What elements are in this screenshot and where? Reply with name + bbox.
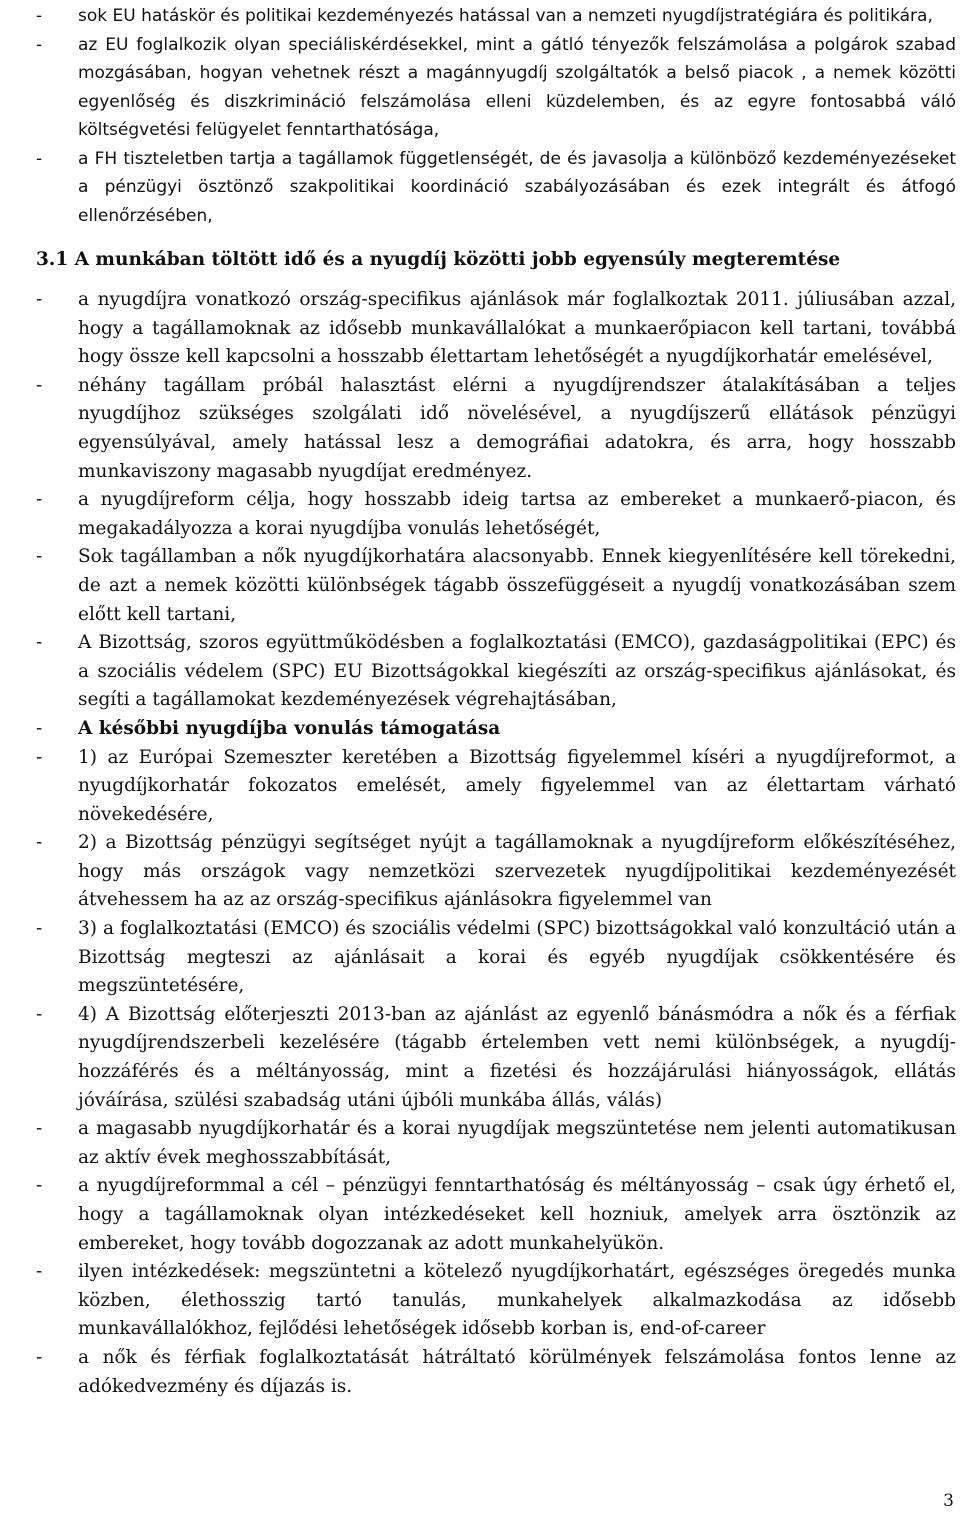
list-dash: - <box>36 746 43 768</box>
list-dash: - <box>36 832 43 854</box>
list-item-text: 3) a foglalkoztatási (EMCO) és szociális védelmi (SPC) bizottságokkal való konzultáció után a Bizottság megteszi az ajánlásait a korai és egyéb nyugdíjak csökkentésére és megszüntetésére, <box>78 918 956 997</box>
list-item <box>36 31 956 145</box>
list-item-text: a magasabb nyugdíjkorhatár és a korai nyugdíjak megszüntetése nem jelenti automatikusan az aktív évek meghosszabbítását, <box>78 1118 956 1168</box>
list-item-text: az EU foglalkozik olyan speciáliskérdésekkel, mint a gátló tényezők felszámolása a polgárok szabad mozgásában, hogyan vehetnek részt a magánnyugdíj szolgáltatók a belső piacok , a nemek közötti egyenlőség és diszkrimináció felszámolása elleni küzdelemben, és az egyre fontosabbá váló költségvetési felügyelet fenntarthatósága, <box>78 34 956 140</box>
list-item-text: 4) A Bizottság előterjeszti 2013-ban az ajánlást az egyenlő bánásmódra a nők és a férfiak nyugdíjrendszerbeli kezelésére (tágabb értelemben vett nemi különbségek, a nyugdíj-hozzáférés és a méltányosság, mint a fizetési és hozzájárulási hiányosságok, ellátás jóváírása, szülési szabadság utáni újbóli munkába állás, válás) <box>78 1003 956 1111</box>
list-item-text: A Bizottság, szoros együttműködésben a foglalkoztatási (EMCO), gazdaságpolitikai (EPC) és a szociális védelem (SPC) EU Bizottságokkal kiegészíti az ország-specifikus ajánlásokat, és segíti a tagállamokat kezdeményezések végrehajtásában, <box>78 632 956 711</box>
list-item <box>36 2 956 31</box>
list-item <box>36 1115 956 1172</box>
list-item <box>36 286 956 372</box>
list-item <box>36 744 956 830</box>
list-dash: - <box>36 1261 43 1283</box>
list-dash: - <box>36 1118 43 1140</box>
list-item-text: a nők és férfiak foglalkoztatását hátráltató körülmények felszámolása fontos lenne az adókedvezmény és díjazás is. <box>78 1346 956 1397</box>
bullet-list-intro <box>36 2 956 230</box>
list-item <box>36 1172 956 1258</box>
list-item <box>36 915 956 1001</box>
list-dash: - <box>36 489 43 511</box>
list-dash: - <box>36 34 43 55</box>
list-dash: - <box>36 374 43 396</box>
list-item-text: 1) az Európai Szemeszter keretében a Bizottság figyelemmel kíséri a nyugdíjreformot, a nyugdíjkorhatár fokozatos emelését, amely figyelemmel van az élettartam várható növekedésére, <box>78 746 956 825</box>
list-item <box>36 715 956 744</box>
list-item <box>36 1001 956 1115</box>
list-item-text: a FH tiszteletben tartja a tagállamok függetlenségét, de és javasolja a különböző kezdeményezéseket a pénzügyi ösztönző szakpolitikai koordináció szabályozásában és ezek integrált és átfogó ellenőrzésében, <box>78 148 956 226</box>
list-item <box>36 1258 956 1344</box>
list-dash: - <box>36 717 43 739</box>
list-dash: - <box>36 918 43 940</box>
document-page <box>36 2 956 1401</box>
list-item <box>36 829 956 915</box>
list-item-text: néhány tagállam próbál halasztást elérni a nyugdíjrendszer átalakításában a teljes nyugdíjhoz szükséges szolgálati idő növelésével, a nyugdíjszerű ellátások pénzügyi egyensúlyával, amely hatással lesz a demográfiai adatokra, és arra, hogy hosszabb munkaviszony magasabb nyugdíjat eredményez. <box>78 374 956 482</box>
list-item-text: a nyugdíjra vonatkozó ország-specifikus ajánlások már foglalkoztak 2011. júliusában azzal, hogy a tagállamoknak az idősebb munkavállalókat a munkaerőpiacon kell tartani, továbbá hogy össze kell kapcsolni a hosszabb élettartam lehetőségét a nyugdíjkorhatár emelésével, <box>78 289 956 368</box>
list-dash: - <box>36 632 43 654</box>
page-number: 3 <box>943 1491 954 1511</box>
list-item-text: Sok tagállamban a nők nyugdíjkorhatára alacsonyabb. Ennek kiegyenlítésére kell törekedni, de azt a nemek közötti különbségek tágabb összefüggéseit a nyugdíj vonatkozásában szem előtt kell tartani, <box>78 546 956 625</box>
list-item <box>36 372 956 486</box>
bullet-list-section <box>36 286 956 1401</box>
list-item <box>36 543 956 629</box>
list-item <box>36 145 956 231</box>
list-item-text: 2) a Bizottság pénzügyi segítséget nyújt a tagállamoknak a nyugdíjreform előkészítéséhez, hogy más országok vagy nemzetközi szervezetek nyugdíjpolitikai kezdeményezését átvehessem ha az az ország-specifikus ajánlásokra figyelemmel van <box>78 832 956 911</box>
list-item-text: ilyen intézkedések: megszüntetni a kötelező nyugdíjkorhatárt, egészséges öregedés munka közben, élethosszig tartó tanulás, munkahelyek alkalmazkodása az idősebb munkavállalókhoz, fejlődési lehetőségek idősebb korban is, end-of-career <box>78 1261 956 1340</box>
list-item <box>36 1344 956 1401</box>
list-dash: - <box>36 1003 43 1025</box>
list-dash: - <box>36 6 43 26</box>
list-item <box>36 486 956 543</box>
list-item <box>36 629 956 715</box>
list-item-text: sok EU hatáskör és politikai kezdeményezés hatással van a nemzeti nyugdíjstratégiára és politikára, <box>78 6 933 26</box>
subsection-heading: A későbbi nyugdíjba vonulás támogatása <box>78 717 501 739</box>
list-item-text: a nyugdíjreform célja, hogy hosszabb ideig tartsa az embereket a munkaerő-piacon, és megakadályozza a korai nyugdíjba vonulás lehetőségét, <box>78 489 956 539</box>
list-dash: - <box>36 289 43 310</box>
list-dash: - <box>36 1175 43 1197</box>
list-dash: - <box>36 1346 43 1368</box>
list-item-text: a nyugdíjreformmal a cél – pénzügyi fenntarthatóság és méltányosság – csak úgy érhető el, hogy a tagállamoknak olyan intézkedéseket kell hozniuk, amelyek arra ösztönzik az embereket, hogy tovább dogozzanak az adott munkahelyükön. <box>78 1175 956 1254</box>
list-dash: - <box>36 546 43 568</box>
list-dash: - <box>36 148 43 169</box>
section-heading: 3.1 A munkában töltött idő és a nyugdíj közötti jobb egyensúly megteremtése <box>36 249 841 270</box>
